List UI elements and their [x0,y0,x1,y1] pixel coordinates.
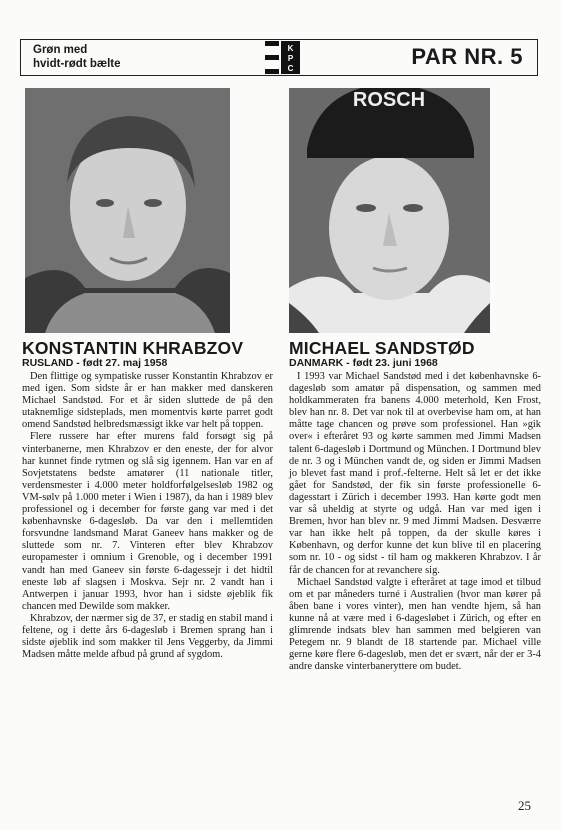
logo-letter-k: K [287,44,294,53]
jersey-line-2: hvidt-rødt bælte [33,58,121,70]
rider-meta-sandstod: DANMARK - født 23. juni 1968 [289,357,438,369]
jersey-description [33,43,121,71]
page-number: 25 [518,798,531,813]
jersey-line-1: Grøn med [33,44,88,56]
bio-paragraph: Den flittige og sympatiske russer Konstantin Khrabzov er med igen. Som sidste år er han makker med danskeren Michael Sandstød. For et år siden sluttede de på den utaknemlige sidsteplads, men momentvis kørte parret godt omend Sandstød helbredsmæssigt ikke var helt på toppen. [22,371,273,431]
cap-sponsor-text: ROSCH [352,89,426,111]
logo-letter-c: C [287,64,294,73]
rider-photo-sandstod [289,88,490,333]
rider-bio-khrabzov [22,371,273,661]
logo-letter-p: P [287,54,294,63]
rider-meta-khrabzov: RUSLAND - født 27. maj 1958 [22,357,168,369]
bio-paragraph: Michael Sandstød valgte i efteråret at tage imod et tilbud om et par måneders turné i Australien (hvor man kører på åben bane i vores vinter), men han vendte hjem, så han kunne nå at være med i 6-dagesløbet i Zürich, og efter en glimrende indsats blev han sammen med belgieren van Petegem nr. 9 blandt de 18 startende par. Michael ville gerne køre flere 6-dagesløb, men det er svært, når der er 3-4 andre danske vinterbaneryttere om budet. [289,576,541,673]
header-box [20,39,538,76]
rider-bio-sandstod [289,371,541,673]
rider-name-sandstod: MICHAEL SANDSTØD [289,338,475,358]
rider-photo-khrabzov [25,88,230,333]
bio-paragraph: Flere russere har efter murens fald forsøgt sig på vinterbanerne, men Khrabzov er den eneste, der for alvor har kunnet finde rytmen og slå sig igennem. Han var en af Sovjetstatens bedste amatører (11 nationale titler, verdensmester i 4.000 meter holdforfølgelsesløb 1982 og VM-sølv på 1.000 meter i Wien i 1987), da han i 1989 blev professionel og i december for første gang var med i det københavnske 6-dagesløb. Da var den i mellemtiden forsvundne landsmand Marat Ganeev hans makker og de sluttede som nr. 7. Vinteren efter blev Khrabzov europamester i omnium i Grenoble, og i december 1991 vandt han med Ganeev sin første 6-dagessejr i det hidtil eneste løb af slagsen i Moskva. Sejr nr. 2 vandt han i Antwerpen i januar 1993, hvor han i sidste øjeblik fik chancen med Dewilde som makker. [22,431,273,612]
pair-title: PAR NR. 5 [411,44,523,69]
rider-name-khrabzov: KONSTANTIN KHRABZOV [22,338,244,358]
bio-paragraph: Khrabzov, der nærmer sig de 37, er stadig en stabil mand i feltene, og i dette års 6-dagesløb i Bremen sprang han i sidste øjeblik ind som makker til Jens Veggerby, da Jimmi Madsen måtte melde afbud på grund af sygdom. [22,612,273,661]
bio-paragraph: I 1993 var Michael Sandstød med i det københavnske 6-dagesløb som amatør på dispensation, og sammen med holdkammeraten fra banens 4.000 meterhold, Ken Frost, blev han nr. 8. Det var nok til at overbevise ham om, at han måtte tage chancen og prøve som professionel. Han »gik over« i efteråret 93 og kørte sammen med Jimmi Madsen talent 6-dagesløb i Dortmund og München. I Dortmund blev de nr. 3 og i München vandt de, og siden er Jimmi Madsen jo blevet fast mand i prof.-felterne. Helt så let er det ikke gået for Sandstød, der fik sin første professionelle 6-dagesstart i Zürich i december 1993. Han kørte godt men var så uheldig at styrte og udgå. Han var med igen i Bremen, hvor han blev nr. 9 med Jimmi Madsen. Desværre var han ikke helt på toppen, da der skulle køres i København, og derfor kunne det kun blive til en placering som nr. 10 - og sidst - til ham og makkeren Khrabzov. I år får de chancen for at revanchere sig. [289,371,541,576]
kpc-logo [263,41,301,74]
